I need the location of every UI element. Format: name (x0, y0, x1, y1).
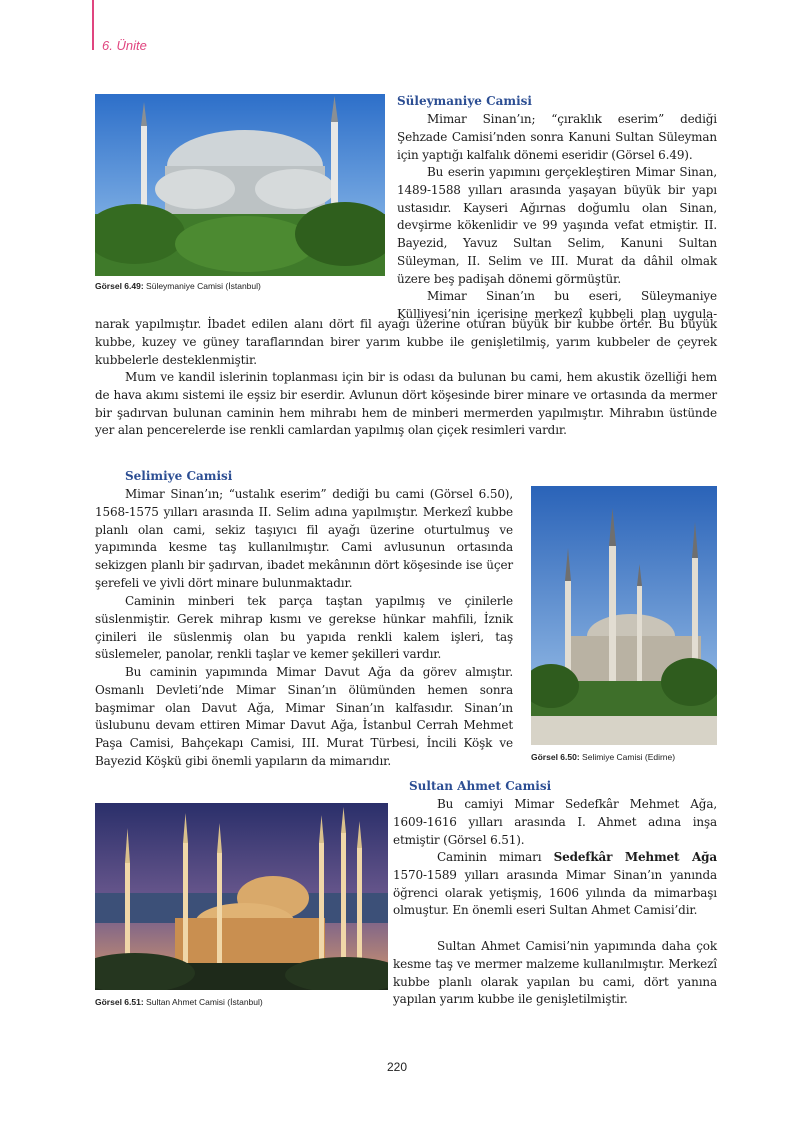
architect-name: Sedefkâr Mehmet Ağa (553, 850, 717, 864)
suleymaniye-paragraph-1: Mimar Sinan’ın; “çıraklık eserim” dediği Şehzade Camisi’nden sonra Kanuni Sultan Süleyman için yaptığı kalfalık dönemi eseridir (Görsel 6.49). (397, 112, 717, 162)
figure-caption-6-49: Görsel 6.49: Süleymaniye Camisi (İstanbul) (95, 281, 261, 291)
suleymaniye-paragraph-4: Mum ve kandil islerinin toplanması için bir is odası da bulunan bu cami, hem akustik özelliği hem de hava akımı sistemi ile eşsiz bir eserdir. Avlunun dört köşesinde birer minare ve ortasında da mermer bir şadırvan bulunan caminin hem mihrabı hem de minberi mermerden yapılmıştır. Mihrabın üstünde yer alan pencerelerde ise renkli camlardan yapılmış olan çiçek resimleri vardır. (95, 370, 717, 438)
suleymaniye-heading: Süleymaniye Camisi (397, 94, 532, 108)
selimiye-photo (531, 486, 717, 745)
unit-title: 6. Ünite (102, 38, 147, 53)
figure-caption-6-50: Görsel 6.50: Selimiye Camisi (Edirne) (531, 752, 676, 762)
suleymaniye-paragraph-2: Bu eserin yapımını gerçekleştiren Mimar Sinan, 1489-1588 yılları arasında yaşayan büyük bir yapı ustasıdır. Kayseri Ağırnas doğumlu olan Sinan, devşirme kökenlidir ve 99 yaşında vefat etmiştir. II. Bayezid, Yavuz Sultan Selim, Kanuni Sultan Süleyman, II. Selim ve III. Murat da dâhil olmak üzere beş padişah dönemi görmüştür. (397, 165, 717, 286)
sultanahmet-paragraph-3: Sultan Ahmet Camisi’nin yapımında daha çok kesme taş ve mermer malzeme kullanılmıştır. Merkezî kubbe planlı olarak yapılan bu cami, dört yanına yapılan yarım kubbe ile genişletilmiştir. (393, 939, 717, 1007)
sultanahmet-paragraph-2: Caminin mimarı Sedefkâr Mehmet Ağa 1570-1589 yılları arasında Mimar Sinan’ın yanında öğrenci olarak yetişmiş, 1606 yılında da mimarbaşı olmuştur. En önemli eseri Sultan Ahmet Camisi’dir. (393, 850, 717, 918)
figure-caption-6-51: Görsel 6.51: Sultan Ahmet Camisi (İstanbul) (95, 997, 263, 1007)
selimiye-paragraph-3: Bu caminin yapımında Mimar Davut Ağa da görev almıştır. Osmanlı Devleti’nde Mimar Sinan’ın ölümünden hemen sonra başmimar olan Davut Ağa, Mimar Sinan’ın kalfasıdır. Sinan’ın üslubunu devam ettiren Mimar Davut Ağa, İstanbul Cerrah Mehmet Paşa Camisi, Bahçekapı Camisi, III. Murat Türbesi, İncili Köşk ve Bayezid Köşkü gibi önemli yapıların da mimarıdır. (95, 665, 513, 768)
suleymaniye-photo (95, 94, 385, 276)
suleymaniye-paragraph-3-end: narak yapılmıştır. İbadet edilen alanı dört fil ayağı üzerine oturan büyük bir kubbe örter. Bu büyük kubbe, kuzey ve güney taraflarından birer yarım kubbe ile genişletilmiş, yarım kubbeler de çeyrek kubbelerle desteklenmiştir. (95, 317, 717, 367)
sultanahmet-heading: Sultan Ahmet Camisi (409, 779, 552, 793)
selimiye-heading: Selimiye Camisi (125, 469, 233, 483)
unit-accent-bar (92, 0, 94, 50)
sultanahmet-photo (95, 803, 388, 990)
suleymaniye-paragraph-3-start: Mimar Sinan’ın bu eseri, Süleymaniye Külliyesi’nin içerisine merkezî kubbeli plan uygula- (397, 289, 717, 321)
selimiye-paragraph-2: Caminin minberi tek parça taştan yapılmış ve çinilerle süslenmiştir. Gerek mihrap kısmı ve gerekse hünkar mahfili, İznik çinileri ile süslenmiş olan bu yapıda renkli kalem işleri, taş süslemeler, panolar, renkli taşlar ve kemer şekilleri vardır. (95, 594, 513, 662)
page-number: 220 (386, 1060, 408, 1074)
sultanahmet-paragraph-1: Bu camiyi Mimar Sedefkâr Mehmet Ağa, 1609-1616 yılları arasında I. Ahmet adına inşa etmiştir (Görsel 6.51). (393, 797, 717, 847)
selimiye-paragraph-1: Mimar Sinan’ın; “ustalık eserim” dediği bu cami (Görsel 6.50), 1568-1575 yılları arasında II. Selim adına yapılmıştır. Merkezî kubbe planlı olan cami, sekiz taşıyıcı fil ayağı üzerine oturtulmuş ve yapımında kesme taş kullanılmıştır. Cami avlusunun ortasında sekizgen planlı bir şadırvan, ibadet mekânının dört köşesinde ise üçer şerefeli ve yivli dört minare bulunmaktadır. (95, 487, 513, 590)
